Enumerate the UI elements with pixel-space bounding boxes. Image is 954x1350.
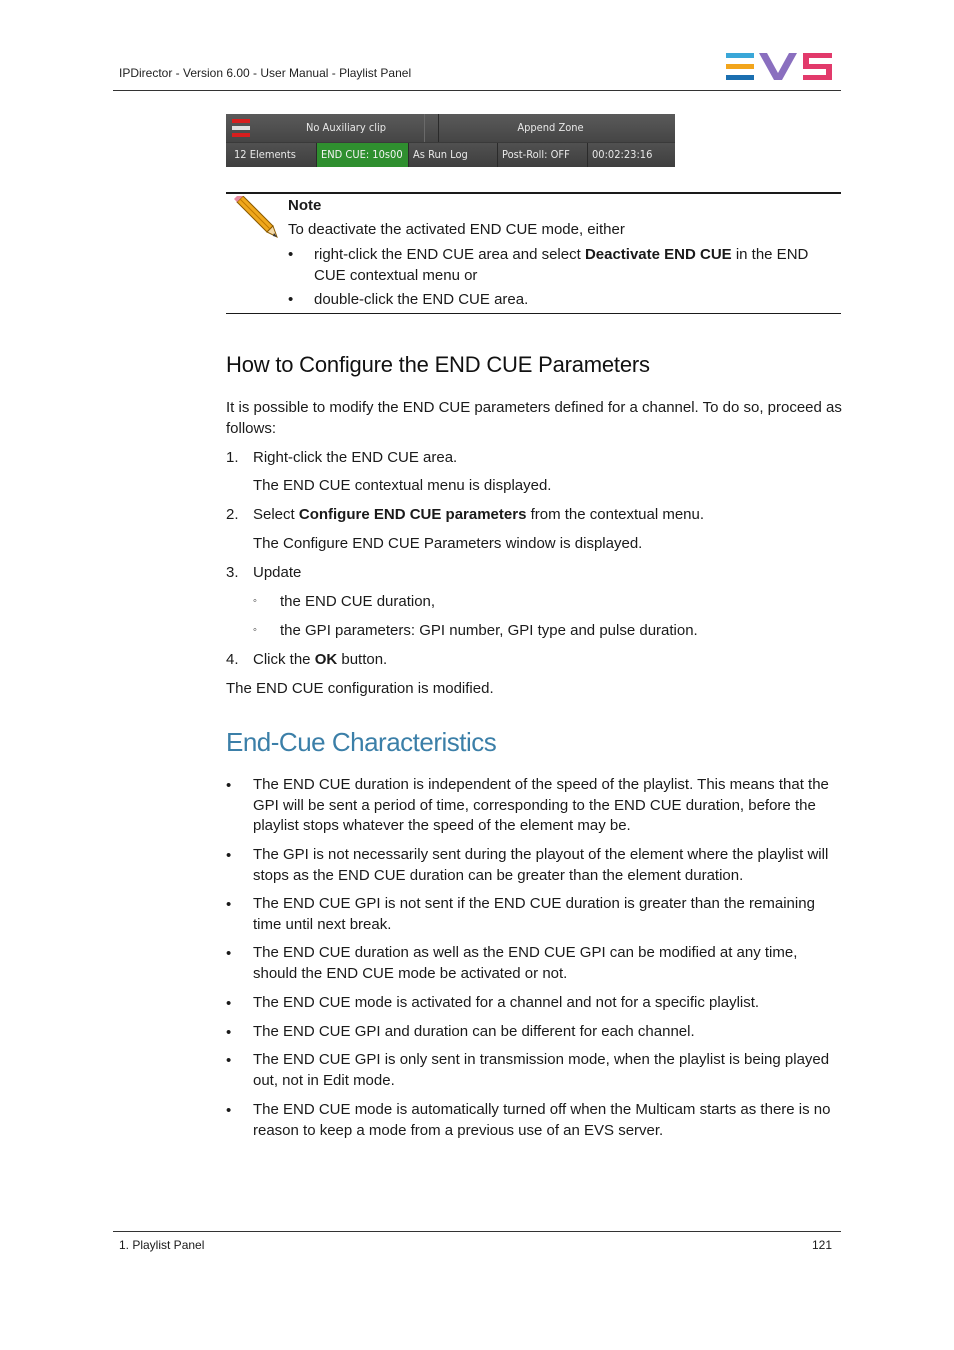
note-intro: To deactivate the activated END CUE mode, either [288, 221, 625, 238]
post-roll-status[interactable]: Post-Roll: OFF [498, 143, 588, 167]
sub-bullet-marker: ◦ [253, 624, 257, 636]
end-cue-area[interactable]: END CUE: 10s00 [317, 143, 409, 167]
auxiliary-clip-area[interactable]: No Auxiliary clip [254, 114, 439, 142]
section-heading-configure: How to Configure the END CUE Parameters [226, 352, 650, 377]
characteristic-item: The END CUE duration is independent of the speed of the playlist. This means that the GPI will be sent a period of time, corresponding to the END CUE duration, before the playlist stops whatever the speed of the element may be. [253, 776, 829, 834]
step-4-text: Click the OK button. [253, 651, 388, 668]
characteristic-item: The END CUE GPI is not sent if the END CUE duration is greater than the remaining time until next break. [253, 895, 815, 933]
bullet-marker: • [226, 1102, 232, 1119]
characteristic-item: The END CUE mode is automatically turned off when the Multicam starts as there is no reason to keep a mode from a previous use of an EVS server. [253, 1101, 831, 1139]
status-bar-top-row [226, 114, 675, 142]
note-bullet-1-text: right-click the END CUE area and select Deactivate END CUE in the END CUE contextual menu or [314, 246, 809, 284]
step-1-number: 1. [226, 449, 239, 466]
step-4-number: 4. [226, 651, 239, 668]
evs-logo [726, 53, 834, 81]
pencil-icon [233, 196, 279, 238]
append-zone-area[interactable]: Append Zone [424, 114, 676, 142]
note-top-rule [226, 192, 841, 194]
characteristic-item: The END CUE mode is activated for a channel and not for a specific playlist. [253, 994, 760, 1011]
playlist-status-bar-screenshot [226, 114, 675, 167]
timecode-display: 00:02:23:16 [592, 148, 653, 161]
characteristic-item: The END CUE GPI is only sent in transmission mode, when the playlist is being played out, not in Edit mode. [253, 1051, 830, 1089]
footer-divider [113, 1231, 841, 1232]
status-bar-bottom-row [226, 143, 675, 167]
bullet-marker: • [226, 945, 232, 962]
bullet-marker: • [226, 777, 232, 794]
page-number: 121 [812, 1238, 833, 1252]
as-run-log-button[interactable]: As Run Log [409, 143, 498, 167]
characteristic-item: The END CUE duration as well as the END CUE GPI can be modified at any time, should the END CUE mode be activated or not. [253, 944, 798, 982]
step-3-sub-2: the GPI parameters: GPI number, GPI type and pulse duration. [280, 622, 698, 639]
configure-outcome: The END CUE configuration is modified. [226, 680, 494, 697]
characteristic-item: The GPI is not necessarily sent during the playout of the element where the playlist will stops as the END CUE duration can be greater than the element duration. [253, 846, 829, 884]
header-divider [113, 90, 841, 91]
characteristic-item: The END CUE GPI and duration can be different for each channel. [253, 1023, 695, 1040]
step-2-text: Select Configure END CUE parameters from the contextual menu. [253, 506, 705, 523]
bullet-marker: • [288, 291, 294, 308]
step-3-sub-1: the END CUE duration, [280, 593, 436, 610]
bullet-marker: • [226, 995, 232, 1012]
step-1-text: Right-click the END CUE area. [253, 449, 458, 466]
bullet-marker: • [288, 246, 294, 263]
step-1-result: The END CUE contextual menu is displayed. [253, 477, 552, 494]
header-title: IPDirector - Version 6.00 - User Manual - Playlist Panel [119, 66, 412, 80]
configure-intro: It is possible to modify the END CUE parameters defined for a channel. To do so, proceed as follows: [226, 399, 842, 437]
bullet-marker: • [226, 1024, 232, 1041]
footer-section: 1. Playlist Panel [119, 1238, 205, 1252]
sub-bullet-marker: ◦ [253, 595, 257, 607]
note-title: Note [288, 197, 322, 214]
step-2-result: The Configure END CUE Parameters window is displayed. [253, 535, 643, 552]
bullet-marker: • [226, 847, 232, 864]
step-3-text: Update [253, 564, 302, 581]
menu-icon[interactable] [232, 119, 250, 137]
note-bullet-2-text: double-click the END CUE area. [314, 291, 529, 308]
note-bottom-rule [226, 313, 841, 314]
step-2-number: 2. [226, 506, 239, 523]
bullet-marker: • [226, 1052, 232, 1069]
bullet-marker: • [226, 896, 232, 913]
step-3-number: 3. [226, 564, 239, 581]
section-heading-characteristics: End-Cue Characteristics [226, 727, 497, 757]
elements-count: 12 Elements [226, 143, 317, 167]
